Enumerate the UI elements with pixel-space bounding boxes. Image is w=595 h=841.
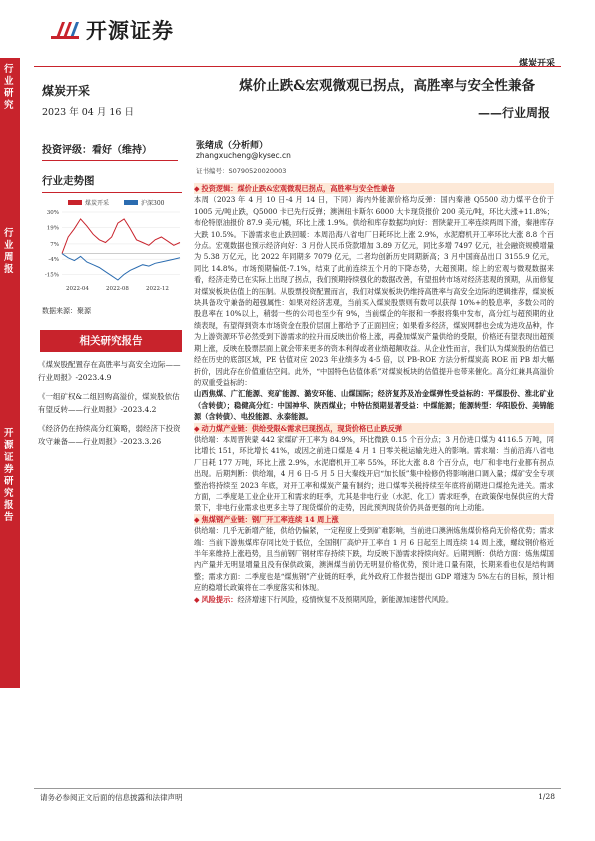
report-date: 2023 年 04 月 16 日 xyxy=(42,107,134,118)
y-tick-label: 7% xyxy=(50,241,59,248)
related-heading: 相关研究报告 xyxy=(40,330,182,352)
trend-chart xyxy=(38,196,184,300)
y-tick-label: 30% xyxy=(46,210,59,216)
side-bar xyxy=(0,58,20,688)
analyst-email[interactable]: zhangxucheng@kysec.cn xyxy=(196,151,291,160)
report-subtitle: ——行业周报 xyxy=(477,106,550,120)
page-number: 1/28 xyxy=(538,792,555,801)
header-category: 煤炭开采 xyxy=(518,59,555,69)
investment-rating: 投资评级：看好（维持） xyxy=(42,145,152,156)
brand-logo xyxy=(50,18,174,42)
x-tick-label: 2022-12 xyxy=(146,286,169,292)
section-heading-thermal: ◆ 动力煤产业链：供给受限&需求已现拐点，现货价格已止跌反弹 xyxy=(194,423,554,434)
footer-disclaimer: 请务必参阅正文后面的信息披露和法律声明 xyxy=(40,793,183,802)
side-label-research: 行业研究 xyxy=(4,64,14,111)
legend-label: 沪深300 xyxy=(141,200,165,207)
related-list xyxy=(38,358,183,454)
header-divider xyxy=(34,66,561,67)
rating-divider xyxy=(42,160,178,161)
industry-name: 煤炭开采 xyxy=(42,84,91,98)
y-tick-label: -4% xyxy=(48,257,59,264)
legend-label: 煤炭开采 xyxy=(85,200,110,207)
coking-paragraph: 供给端：几乎无新增产能，供给仍偏紧，一定程度上受到矿难影响，当前进口澳洲炼焦煤价格尚无价格优势；需求端：当前下游焦煤库存同比处于低位，全国钢厂高炉开工率自 1 月 6 日起至上周连续 14 周上涨，螺纹钢价格近半年来维持上涨趋势，且当前钢厂钢材库存持续下跌，均反映下游需求持续向好。后期判断：供给方面：炼焦煤国内产量并无明显增量且没有保供政策，澳洲煤当前仍无明显价格优势，预计进口量有限，长期来看也仅是结构调整；需求方面：二季度也是“煤焦钢”产业链的旺季，此外政府工作报告提出 GDP 增速为 5%左右的目标，预计相应的稳增长政策将在二季度落实和体现。 xyxy=(194,526,554,593)
report-title: 煤价止跌&宏观微观已拐点，高胜率与安全性兼备 xyxy=(239,78,535,94)
series-line xyxy=(62,254,180,280)
logic-paragraph: 本周（2023 年 4 月 10 日-4 月 14 日，下同）海内外能源价格均反弹：国内秦港 Q5500 动力煤平仓价于 1005 元/吨止跌，Q5000 卡已先行反弹；澳洲纽卡斯尔 6000 大卡现货报价 200 美元/吨，环比大涨+11.8%；布伦特原油报价 87.9 美元/桶，环比上涨 1.9%。供给和库存数据均向好：晋陕蒙开工率连续两周下滑，秦港库存大跌 10.5%。下游需求也止跌回暖：本周沿海八省电厂日耗环比上涨 2.9%，水泥磨机开工率环比大涨 8.8 个百分点。宏观数据也预示经济向好：3 月份人民币贷款增加 3.89 万亿元，同比多增 7497 亿元，社会融资规模增量为 5.38 万亿元，比 2022 年同期多 7079 亿元，二者均创新历史同期新高；3 月中国商品出口 3155.9 亿元，同比 14.8%。市场预期偏低-7.1%，结束了此前连续五个月的下降态势，大超预期。综上的宏观与微观数据来看，经济走势已在实际上出现了拐点，我们预期持续强化的数据改善，有望扭转市场对经济悲观的预期，从而修复对煤炭板块估值上的压制。从股票投资配置而言，我们对煤炭板块仍维持高胜率与高安全边际的逻辑推荐，煤炭板块具备攻守兼备的超强属性：如果对经济悲观，当前买入煤炭股票则有数可以获得 10%+的股息率，多数公司的股息率在 10%以上，稍弱一些的公司也至少有 9%，当前煤企的年报和一季报将集中发布，高分红与超预期的业绩表现，有望得到资本市场资金在股价层面上都给予了正面回应；如果看多经济，煤炭网群也会成为进攻品种，作为上游资源环节必然受到下游需求的拉升而反映出价格上涨，再叠加煤炭产量供给的受限，价格还有望表现出超预期上涨，反映在股票层面上就会带来更多的资本利得或者业绩超额收益。从企业性而言，我们认为煤炭股的估值已经在历史的底部区域，PE 估值对应 2023 年业绩多为 4-5 倍，以 PB-ROE 方法分析煤炭高 ROE 而 PB 却大幅折价，因此存在价值重估空间。此外，“中国特色估值体系”对煤炭板块的估值提升也带来催化。高分红兼具高溢价的双重受益标的： xyxy=(194,195,554,387)
section-heading-logic: ◆ 投资逻辑：煤价止跌&宏观微观已拐点，高胜率与安全性兼备 xyxy=(194,183,554,194)
related-item[interactable]: 《一组矿权&二组回购高溢价，煤炭股依估有望反转——行业周报》-2023.4.2 xyxy=(38,392,180,414)
x-tick-label: 2022-08 xyxy=(106,286,129,292)
risk-note: ◆ 风险提示：经济增速下行风险，疫情恢复不及预期风险，新能源加速替代风险。 xyxy=(194,594,454,604)
y-tick-label: 19% xyxy=(46,225,59,232)
analyst-name: 张绪成（分析师） xyxy=(196,141,269,151)
footer-divider xyxy=(34,788,561,789)
series-line xyxy=(62,219,180,254)
x-tick-label: 2022-04 xyxy=(66,286,89,292)
kaiyuan-logo-icon xyxy=(50,18,80,42)
legend-swatch xyxy=(124,200,138,205)
section-heading-coking: ◆ 焦煤钢产业链：钢厂开工率连续 14 周上涨 xyxy=(194,514,554,525)
trend-heading: 行业走势图 xyxy=(42,175,95,187)
related-item[interactable]: 《经济仍在持续高分红策略，弱经济下投资攻守兼备——行业周报》-2023.3.26 xyxy=(38,424,181,446)
trend-divider xyxy=(42,192,182,193)
brand-name: 开源证券 xyxy=(86,19,174,43)
stock-picks: 山西焦煤、广汇能源、兖矿能源、潞安环能、山煤国际；经济复苏及冶金煤弹性受益标的：平煤股份、淮北矿业（含转债）；稳健高分红：中国神华、陕西煤业；中特估预期显著受益：中煤能源；能源转型：华阳股份、美锦能源（含转债）、电投能源、永泰能源。 xyxy=(194,389,554,422)
y-tick-label: -15% xyxy=(44,272,59,279)
side-label-report: 开源证券研究报告 xyxy=(4,428,14,523)
legend-swatch xyxy=(68,200,82,205)
thermal-paragraph: 供给端：本周晋陕蒙 442 家煤矿开工率为 84.9%，环比微跌 0.15 个百分点；3 月份进口煤为 4116.5 万吨，同比增长 151，环比增长 41%，或因之前进口煤是 4 月 1 日零关税运输先进入的影响。需求端：当前沿海八省电厂日耗 177 万吨，环比上涨 2.9%，水泥磨机开工率 55%，环比大涨 8.8 个百分点，电厂和非电行业都有拐点出现。后期判断：供给端，4 月 6 日-5 月 5 日大秦线开启“加长版”集中检修仍将影响港口调入量；煤矿安全专项整治将持续至 2023 年底，对开工率和煤炭产量有制约；进口煤零关税持续至年底将前期进口煤抢先进关。需求方面，二季度是工业企业开工和需求的旺季，尤其是非电行业（水泥、化工）需求旺季，在政策保电保供应的大背景下，非电行业需求也更多主导了现货煤价的走势，因此预判现货价仍具备更强的向上动能。 xyxy=(194,434,554,513)
side-label-weekly: 行业周报 xyxy=(4,228,14,275)
chart-source: 数据来源：聚源 xyxy=(42,307,91,315)
report-body xyxy=(194,183,554,605)
analyst-cert: 证书编号：S0790520020003 xyxy=(196,167,287,175)
related-item[interactable]: 《煤炭股配置存在高胜率与高安全边际——行业周报》-2023.4.9 xyxy=(38,360,181,382)
